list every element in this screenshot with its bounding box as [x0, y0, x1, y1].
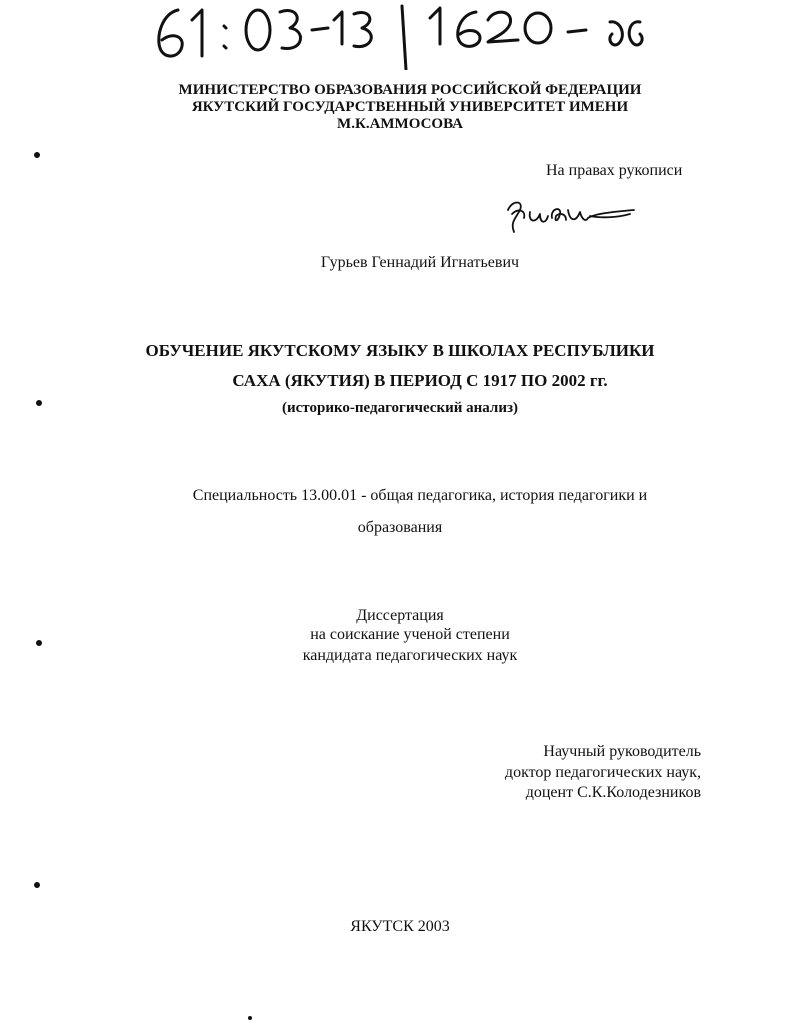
author-signature: [500, 192, 640, 242]
author-name: Гурьев Геннадий Игнатьевич: [320, 254, 520, 271]
university-line: ЯКУТСКИЙ ГОСУДАРСТВЕННЫЙ УНИВЕРСИТЕТ ИМЕНИ: [191, 99, 629, 115]
scan-dot: [248, 1016, 252, 1020]
scan-dot: [36, 640, 42, 646]
scan-dot: [34, 152, 40, 158]
manuscript-rights-label: На правах рукописи: [546, 162, 683, 179]
supervisor-name: доцент С.К.Колодезников: [525, 784, 701, 801]
degree-name: кандидата педагогических наук: [302, 647, 518, 664]
city-year: ЯКУТСК 2003: [350, 918, 450, 935]
dissertation-subtitle: (историко-педагогический анализ): [282, 400, 518, 416]
degree-purpose: на соискание ученой степени: [310, 626, 510, 643]
dissertation-title-line-2: САХА (ЯКУТИЯ) В ПЕРИОД С 1917 ПО 2002 гг.: [232, 371, 608, 390]
ministry-line-1: МИНИСТЕРСТВО ОБРАЗОВАНИЯ РОССИЙСКОЙ ФЕДЕРАЦИИ: [178, 82, 642, 98]
dissertation-title-line-1: ОБУЧЕНИЕ ЯКУТСКОМУ ЯЗЫКУ В ШКОЛАХ РЕСПУБЛИКИ: [145, 341, 655, 360]
scan-dot: [34, 882, 40, 888]
supervisor-degree: доктор педагогических наук,: [504, 764, 701, 781]
handwritten-catalog-number: [140, 0, 680, 70]
specialty-line-2: образования: [357, 519, 443, 536]
supervisor-label: Научный руководитель: [543, 743, 701, 760]
university-name-line: М.К.АММОСОВА: [337, 116, 463, 132]
specialty-line-1: Специальность 13.00.01 - общая педагогика, история педагогики и: [192, 487, 648, 504]
dissertation-label: Диссертация: [356, 607, 444, 624]
scan-dot: [36, 400, 42, 406]
